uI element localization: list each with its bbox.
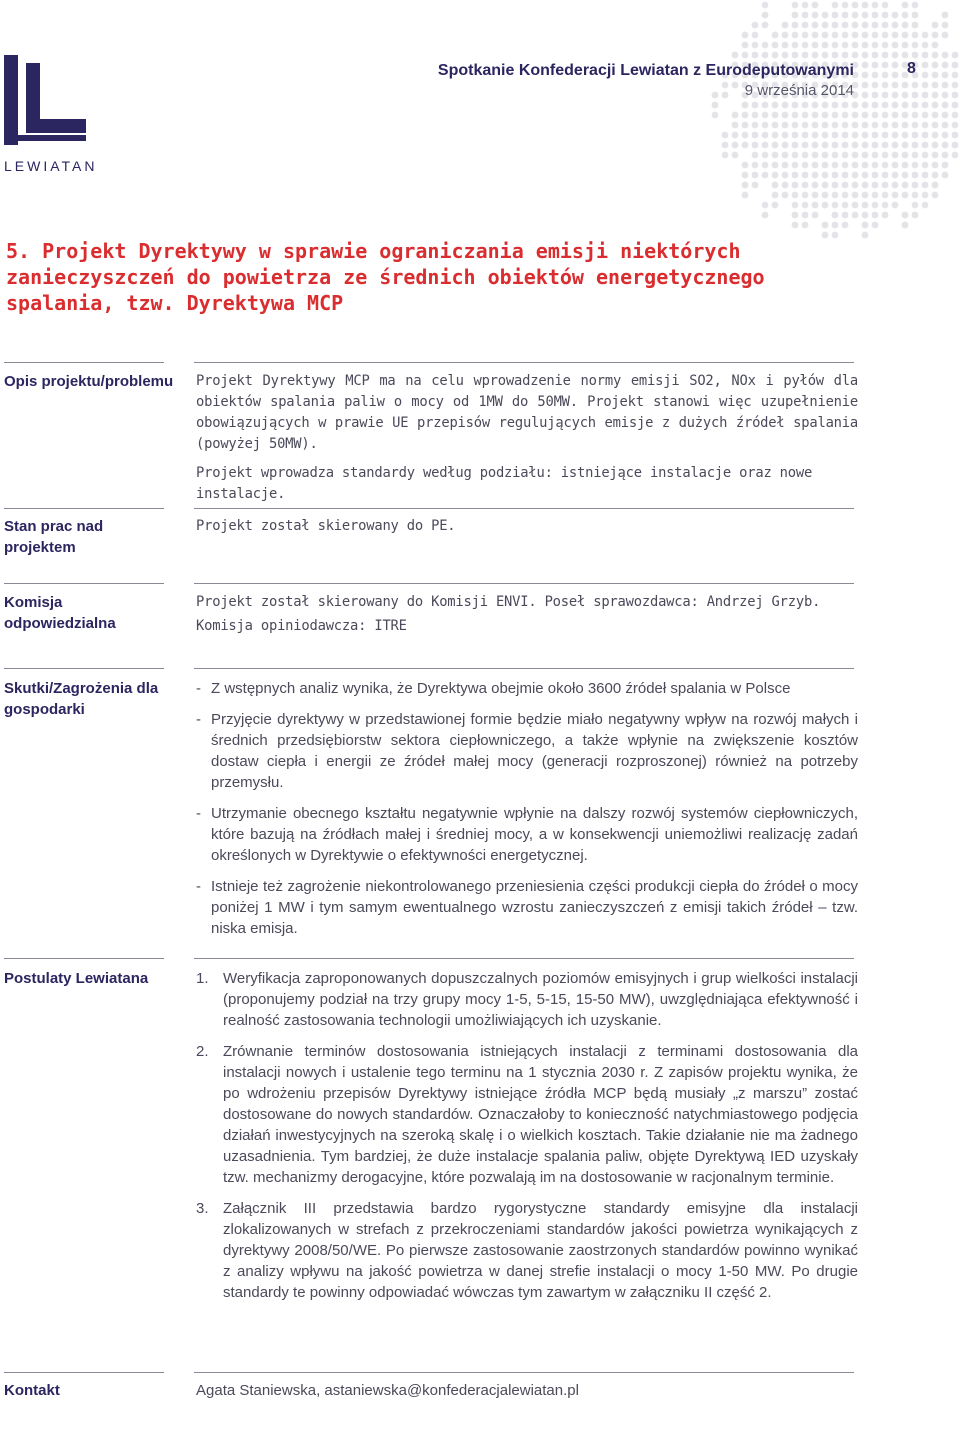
event-header <box>438 60 854 101</box>
skutki-content <box>196 678 858 949</box>
divider <box>4 508 164 509</box>
list-item: 3. Załącznik III przedstawia bardzo rygorystyczne standardy emisyjne dla instalacji zlokalizowanych w strefach z przekroczeniami standardów jakości powietrza wynikających z dyrektywy 2008/50/WE. Po pierwsze zastosowanie zaostrzonych standardów powinno wynikać z analizy wpływu na jakość powietrza w danej strefie instalacji o mocy 1-50 MW. Po drugie standardy te powinny odpowiadać wówczas tym zawartym w załączniku II część 2. <box>196 1200 858 1301</box>
event-title: Spotkanie Konfederacji Lewiatan z Eurodeputowanymi <box>437 62 854 79</box>
stan-prac-text: Projekt został skierowany do PE. <box>196 518 456 534</box>
document-title: 5. Projekt Dyrektywy w sprawie ograniczania emisji niektórych zanieczyszczeń do powietrza ze średnich obiektów energetycznego spalania, tzw. Dyrektywa MCP <box>6 239 765 315</box>
label-opis: Opis projektu/problemu <box>4 373 174 390</box>
label-kontakt: Kontakt <box>4 1382 60 1399</box>
list-item: - Utrzymanie obecnego kształtu negatywnie wpłynie na dalszy rozwój systemów ciepłowniczych, które bazują na źródłach małej i średniej mocy, a w konsekwencji uniemożliwi realizację zadań określonych w Dyrektywie o efektywności energetycznej. <box>196 805 858 864</box>
divider <box>4 362 164 363</box>
label-postulaty: Postulaty Lewiatana <box>4 970 149 987</box>
list-item: 1. Weryfikacja zaproponowanych dopuszczalnych poziomów emisyjnych i grup wielkości instalacji (proponujemy podział na trzy grupy mocy 1-5, 5-15, 15-50 MW), uwzględniająca efektywność i realność zastosowania technologii umożliwiających ich uzyskanie. <box>196 970 858 1029</box>
list-item: - Przyjęcie dyrektywy w przedstawionej formie będzie miało negatywny wpływ na rozwój małych i średnich przedsiębiorstw sektora ciepłowniczego, a także wpłynie na zwiększenie kosztów dostaw ciepła i energii ze źródeł małej mocy (generacji rozproszonej) również na potrzeby przemysłu. <box>196 711 858 791</box>
label-komisja: Komisja odpowiedzialna <box>4 594 116 632</box>
list-item: 2. Zrównanie terminów dostosowania istniejących instalacji z terminami dostosowania dla instalacji nowych i ustalenie tego terminu na 1 stycznia 2030 r. Z zapisów projektu wynika, że po wdrożeniu przepisów Dyrektywy istniejące źródła MCP będą musiały „z marszu” zostać dostosowane do nowych standardów. Oznaczałoby to konieczność natychmiastowego podjęcia działań inwestycyjnych na szeroką skalę i o wielkich kosztach. Takie działanie nie ma żadnego uzasadnienia. Tym bardziej, że duże instalacje spalania paliw, objęte Dyrektywą IED uzyskały tzw. mechanizmy derogacyjne, które pozwalają im na dostosowanie w racjonalnym terminie. <box>196 1043 858 1186</box>
divider <box>194 583 854 584</box>
opis-paragraph: Projekt Dyrektywy MCP ma na celu wprowadzenie normy emisji SO2, NOx i pyłów dla obiektów spalania paliw o mocy od 1MW do 50MW. Projekt stanowi więc uzupełnienie obowiązujących w prawie UE przepisów regulujących emisje z dużych źródeł spalania (powyżej 50MW). <box>196 373 858 452</box>
label-skutki: Skutki/Zagrożenia dla gospodarki <box>4 680 159 718</box>
divider <box>4 668 164 669</box>
divider <box>194 1372 854 1373</box>
komisja-line: Projekt został skierowany do Komisji ENVI. Poseł sprawozdawca: Andrzej Grzyb. <box>196 594 821 610</box>
page-number: 8 <box>907 60 916 77</box>
skutki-list <box>196 678 858 939</box>
divider <box>4 583 164 584</box>
divider <box>4 1372 164 1373</box>
event-date: 9 września 2014 <box>744 82 854 99</box>
kontakt-text[interactable]: Agata Staniewska, astaniewska@konfederacjalewiatan.pl <box>196 1382 579 1399</box>
komisja-line: Komisja opiniodawcza: ITRE <box>196 618 407 634</box>
divider <box>194 508 854 509</box>
divider <box>194 958 854 959</box>
postulaty-list <box>196 968 858 1303</box>
divider <box>194 668 854 669</box>
divider <box>4 958 164 959</box>
opis-content <box>196 371 858 505</box>
europe-dot-map-graphic <box>660 0 960 260</box>
list-item: - Istnieje też zagrożenie niekontrolowanego przeniesienia części produkcji ciepła do źródeł o mocy poniżej 1 MW i tym samym ewentualnego wzrostu zanieczyszczeń z emisji takich źródeł – tzw. niska emisja. <box>196 878 858 937</box>
logo-wordmark: LEWIATAN <box>4 158 98 174</box>
postulaty-content <box>196 968 858 1313</box>
komisja-content <box>196 592 858 637</box>
opis-paragraph: Projekt wprowadza standardy według podziału: istniejące instalacje oraz nowe instalacje. <box>196 465 813 502</box>
label-stan-prac: Stan prac nad projektem <box>4 518 104 556</box>
divider <box>194 362 854 363</box>
list-item: - Z wstępnych analiz wynika, że Dyrektywa obejmie około 3600 źródeł spalania w Polsce <box>196 680 791 697</box>
